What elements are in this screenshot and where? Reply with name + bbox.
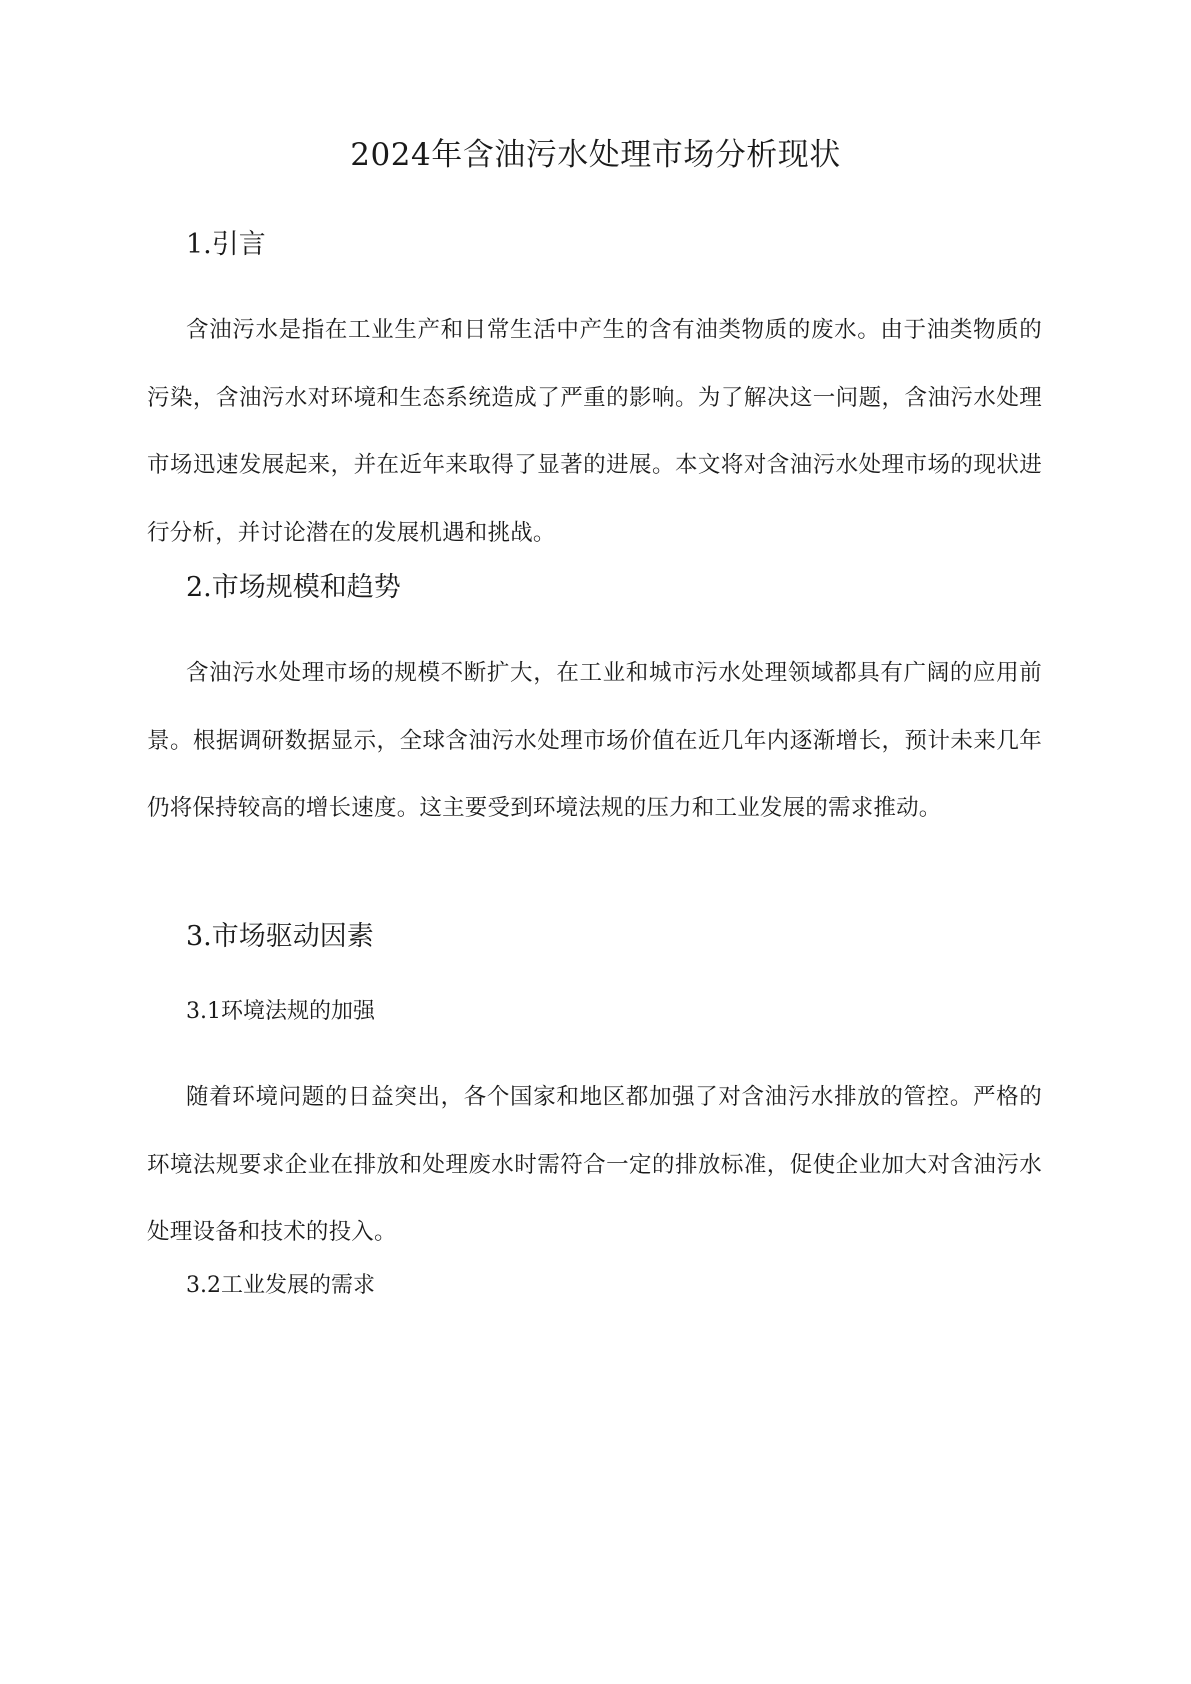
- section-heading-market-size: 2.市场规模和趋势: [186, 572, 401, 603]
- document-title: 2024年含油污水处理市场分析现状: [350, 137, 841, 173]
- subsection-paragraph-regulations: 随着环境问题的日益突出，各个国家和地区都加强了对含油污水排放的管控。严格的环境法规要求企业在排放和处理废水时需符合一定的排放标准，促使企业加大对含油污水处理设备和技术的投入。: [147, 1084, 1042, 1245]
- subsection-heading-industrial-demand: 3.2工业发展的需求: [186, 1273, 375, 1298]
- section-heading-introduction: 1.引言: [186, 229, 266, 260]
- section-paragraph-introduction: 含油污水是指在工业生产和日常生活中产生的含有油类物质的废水。由于油类物质的污染，含油污水对环境和生态系统造成了严重的影响。为了解决这一问题，含油污水处理市场迅速发展起来，并在近年来取得了显著的进展。本文将对含油污水处理市场的现状进行分析，并讨论潜在的发展机遇和挑战。: [147, 317, 1042, 546]
- section-heading-market-drivers: 3.市场驱动因素: [186, 921, 374, 952]
- section-paragraph-market-size: 含油污水处理市场的规模不断扩大，在工业和城市污水处理领域都具有广阔的应用前景。根据调研数据显示，全球含油污水处理市场价值在近几年内逐渐增长，预计未来几年仍将保持较高的增长速度。这主要受到环境法规的压力和工业发展的需求推动。: [147, 660, 1042, 821]
- subsection-heading-regulations: 3.1环境法规的加强: [186, 999, 375, 1024]
